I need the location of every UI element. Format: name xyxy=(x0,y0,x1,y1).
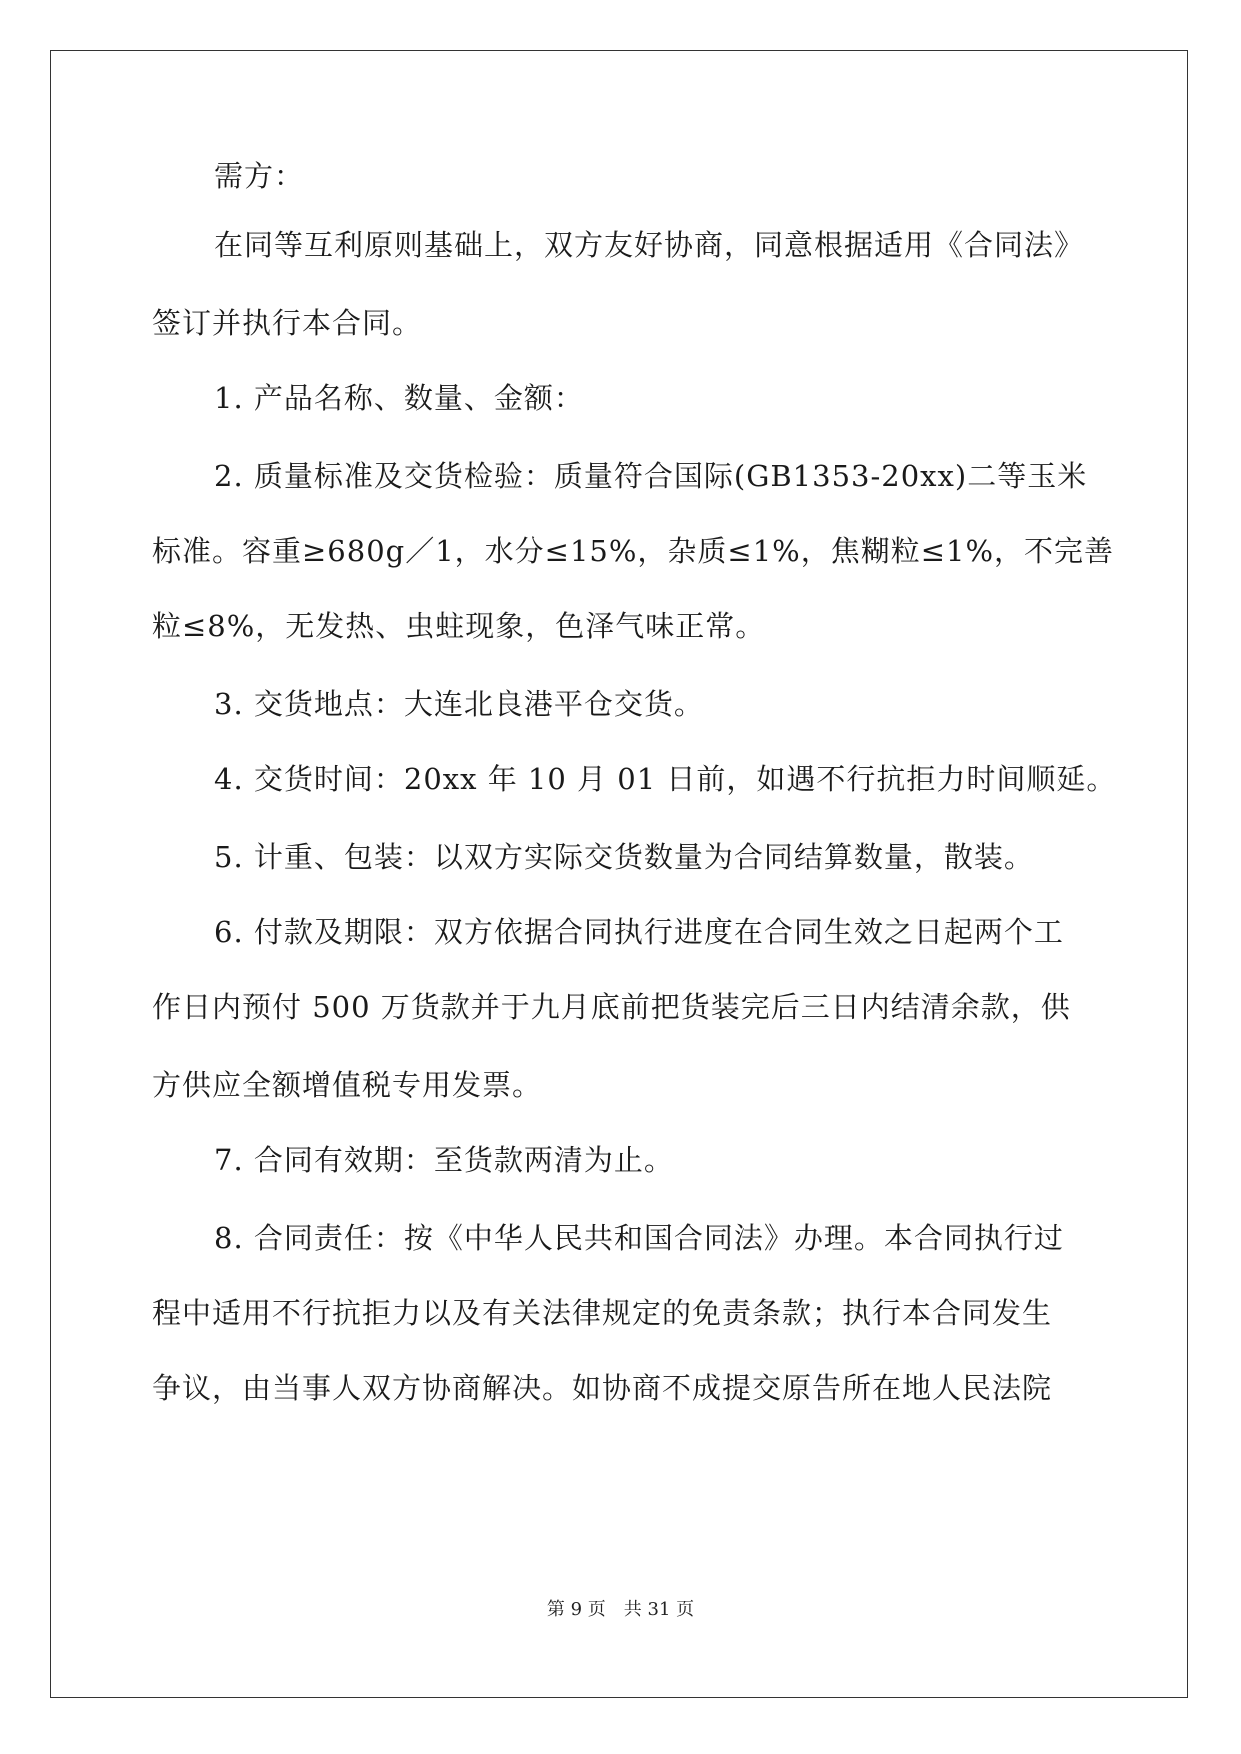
text-line-clause-2b: 标准。容重≥680g／1，水分≤15%，杂质≤1%，焦糊粒≤1%，不完善 xyxy=(152,534,1115,568)
text-line-clause-8b: 程中适用不行抗拒力以及有关法律规定的免责条款；执行本合同发生 xyxy=(152,1296,1053,1330)
text-line-preamble-1: 在同等互利原则基础上，双方友好协商，同意根据适用《合同法》 xyxy=(214,228,1085,262)
text-line-clause-6b: 作日内预付 500 万货款并于九月底前把货装完后三日内结清余款，供 xyxy=(152,990,1071,1024)
page-footer xyxy=(0,1598,1241,1622)
text-line-clause-4: 4. 交货时间：20xx 年 10 月 01 日前，如遇不行抗拒力时间顺延。 xyxy=(214,762,1117,796)
text-line-clause-8c: 争议，由当事人双方协商解决。如协商不成提交原告所在地人民法院 xyxy=(152,1371,1053,1405)
text-line-clause-8a: 8. 合同责任：按《中华人民共和国合同法》办理。本合同执行过 xyxy=(214,1221,1064,1255)
page-number-total: 共 31 页 xyxy=(623,1599,695,1620)
text-line-clause-5: 5. 计重、包装：以双方实际交货数量为合同结算数量，散装。 xyxy=(214,840,1034,874)
text-line-clause-7: 7. 合同有效期：至货款两清为止。 xyxy=(214,1143,674,1177)
text-line-clause-1: 1. 产品名称、数量、金额： xyxy=(214,381,584,415)
text-line-buyer: 需方： xyxy=(214,159,305,193)
text-line-clause-2a: 2. 质量标准及交货检验：质量符合国际(GB1353-20xx)二等玉米 xyxy=(214,459,1088,493)
text-line-clause-2c: 粒≤8%，无发热、虫蛀现象，色泽气味正常。 xyxy=(152,609,766,643)
text-line-preamble-2: 签订并执行本合同。 xyxy=(152,306,423,340)
page-number-current: 第 9 页 xyxy=(546,1599,606,1620)
text-line-clause-6c: 方供应全额增值税专用发票。 xyxy=(152,1068,543,1102)
text-line-clause-3: 3. 交货地点：大连北良港平仓交货。 xyxy=(214,687,704,721)
text-line-clause-6a: 6. 付款及期限：双方依据合同执行进度在合同生效之日起两个工 xyxy=(214,915,1064,949)
